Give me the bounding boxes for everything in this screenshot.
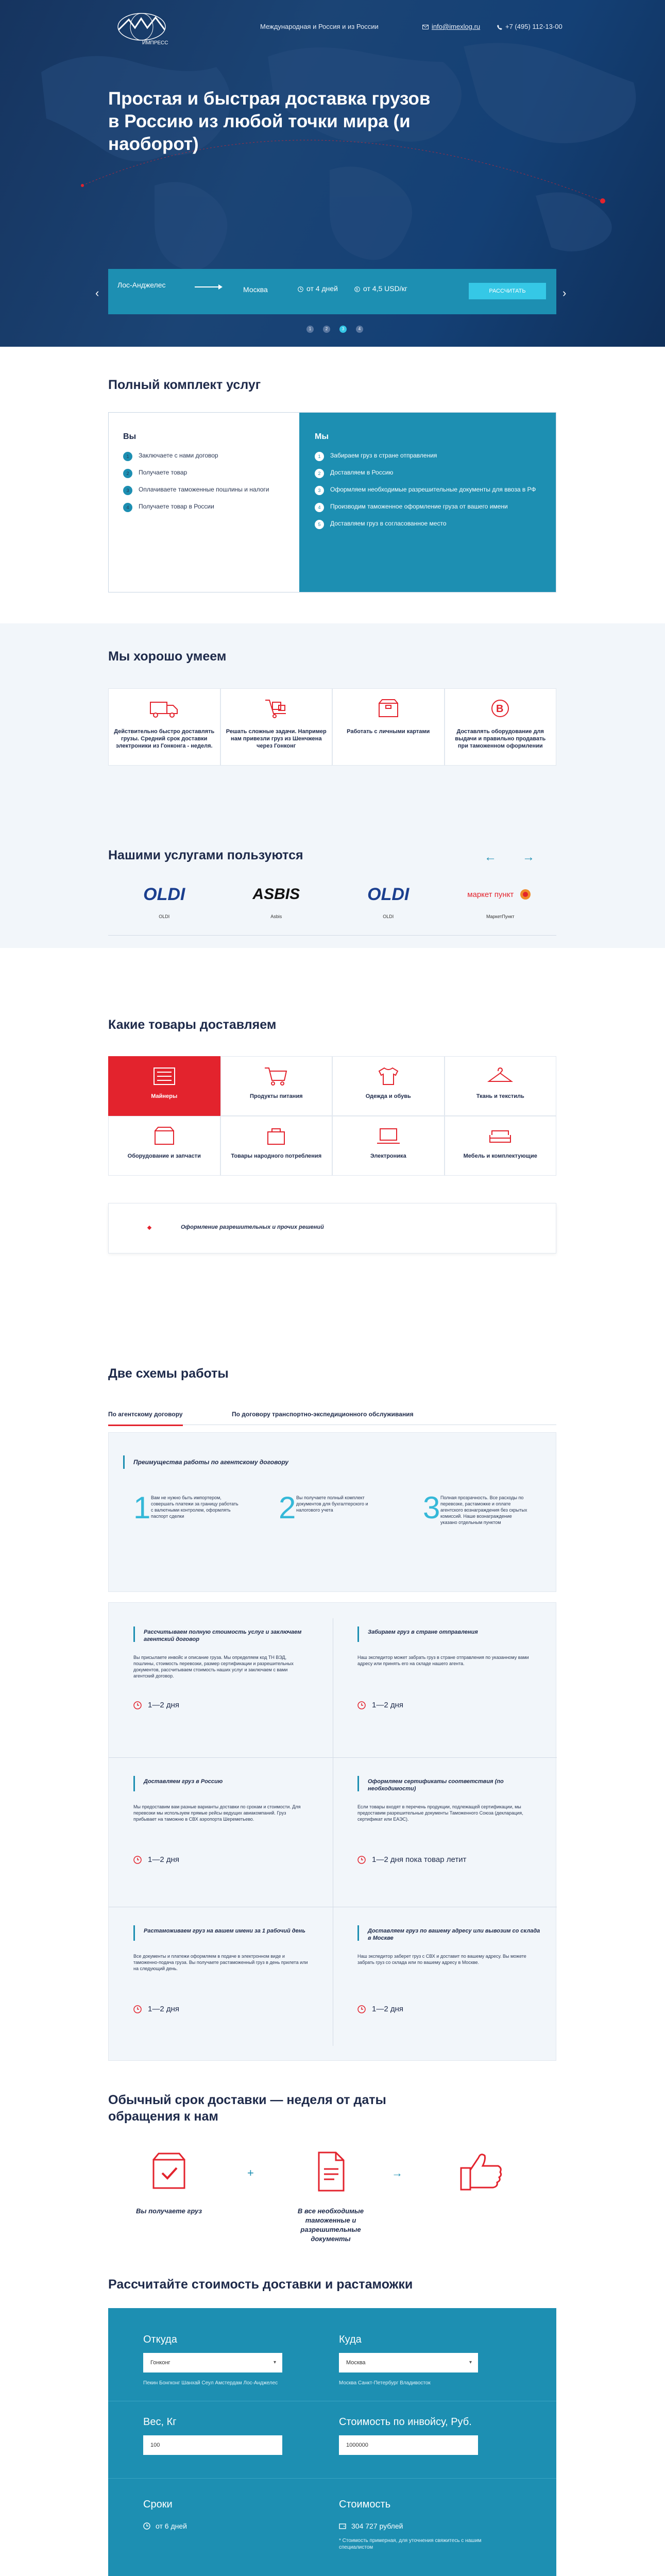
arrow-right-icon[interactable]: → bbox=[522, 850, 535, 864]
cart-icon bbox=[263, 1066, 289, 1087]
goods-label: Продукты питания bbox=[249, 1093, 303, 1099]
clock-icon bbox=[357, 2005, 366, 2013]
term-label: Сроки bbox=[143, 2499, 173, 2510]
route-from: Лос-Анджелес bbox=[117, 281, 166, 289]
step-number: 4 bbox=[123, 503, 132, 512]
phone-icon bbox=[497, 25, 502, 30]
skill-text: Решать сложные задачи. Например нам привезли груз из Шенчжена через Гонконг bbox=[226, 728, 327, 749]
services-you-title: Вы bbox=[123, 432, 137, 441]
goods-grid bbox=[108, 1056, 556, 1176]
list-item-text: Забираем груз в стране отправления bbox=[330, 452, 437, 459]
top-phone[interactable] bbox=[497, 23, 562, 30]
sofa-icon bbox=[487, 1126, 514, 1146]
client-item[interactable] bbox=[108, 881, 220, 919]
client-item[interactable] bbox=[332, 881, 445, 919]
calc-section bbox=[0, 2277, 665, 2576]
miner-icon bbox=[151, 1066, 178, 1087]
clock-icon bbox=[133, 1856, 142, 1864]
clock-icon bbox=[133, 1701, 142, 1709]
services-title: Полный комплект услуг bbox=[108, 378, 261, 392]
step-time-text: 1—2 дня bbox=[372, 1701, 404, 1709]
schemes-title: Две схемы работы bbox=[108, 1366, 229, 1381]
route-price bbox=[354, 284, 407, 293]
weight-input[interactable] bbox=[143, 2435, 282, 2455]
from-field bbox=[143, 2334, 298, 2386]
client-logo: ASBIS bbox=[252, 886, 300, 903]
box-icon bbox=[377, 698, 400, 719]
step-time-text: 1—2 дня bbox=[372, 2005, 404, 2013]
slider-dot[interactable]: 1 bbox=[306, 326, 314, 333]
skill-card bbox=[332, 688, 445, 766]
calc-route-button[interactable]: РАССЧИТАТЬ bbox=[469, 283, 546, 299]
list-item bbox=[123, 503, 285, 512]
skill-text: Действительно быстро доставлять грузы. Средний срок доставки электроники из Гонконга - неделя. bbox=[114, 728, 215, 749]
list-item-text: Заключаете с нами договор bbox=[139, 452, 218, 459]
goods-label: Оборудование и запчасти bbox=[127, 1153, 201, 1159]
clock-icon bbox=[143, 2522, 150, 2530]
goods-item-furniture[interactable] bbox=[445, 1116, 557, 1176]
to-label: Куда bbox=[339, 2334, 362, 2345]
from-options-text: Пекин Бонгконг Шанхай Сеул Амстердам Лос-Анджелес bbox=[143, 2380, 278, 2386]
advantages-box bbox=[108, 1432, 556, 1592]
plus-icon: + bbox=[247, 2166, 254, 2179]
step-description: Наш экспедитор заберет груз с СВХ и доставит по вашему адресу. Вы можете забрать груз со склада или по вашему адресу в Москве. bbox=[357, 1954, 526, 1965]
invoice-field bbox=[339, 2416, 478, 2455]
clock-icon bbox=[357, 1701, 366, 1709]
period-section bbox=[0, 2092, 665, 2257]
step-description: Если товары входят в перечень продукции, подлежащей сертификации, мы предоставим разрешительные документы Таможенного Союза (декларация, сертификат или ЕАЭС). bbox=[357, 1804, 523, 1822]
route-price-text: от 4,5 USD/кг bbox=[363, 284, 407, 293]
hanger-icon bbox=[487, 1066, 514, 1087]
route-arrow-icon bbox=[195, 286, 221, 287]
period-step bbox=[284, 2148, 377, 2244]
slider-dot[interactable]: 2 bbox=[323, 326, 330, 333]
divider bbox=[109, 1757, 557, 1758]
price-icon bbox=[354, 286, 360, 292]
schemes-section bbox=[0, 1329, 665, 2050]
step-time bbox=[357, 2005, 403, 2013]
skills-section bbox=[0, 623, 665, 948]
step-time bbox=[357, 1701, 403, 1709]
slider-next-icon[interactable]: › bbox=[562, 286, 567, 299]
box-check-icon bbox=[146, 2148, 192, 2195]
step-number: 5 bbox=[315, 520, 324, 529]
weight-field bbox=[143, 2416, 282, 2455]
top-bar bbox=[0, 0, 665, 52]
services-box bbox=[108, 412, 556, 592]
bitcoin-icon bbox=[489, 698, 511, 719]
to-select[interactable] bbox=[339, 2353, 478, 2372]
chevron-down-icon: ▾ bbox=[469, 2360, 472, 2365]
schemes-tabs bbox=[108, 1405, 556, 1425]
slider-dot[interactable]: 4 bbox=[356, 326, 363, 333]
svg-text:$: $ bbox=[356, 287, 358, 292]
handcart-icon bbox=[263, 698, 289, 719]
skill-card bbox=[108, 688, 220, 766]
goods-item-clothes[interactable] bbox=[332, 1056, 445, 1116]
to-options-text: Москва Санкт-Петербург Владивосток bbox=[339, 2380, 431, 2386]
laptop-icon bbox=[375, 1126, 402, 1146]
advantage-text: Вам не нужно быть импортером, совершать платежи за границу работать с валютными контролем, оформлять паспорт сделки bbox=[151, 1495, 238, 1519]
list-item-text: Получаете товар bbox=[139, 469, 187, 476]
logo-icon[interactable] bbox=[108, 7, 175, 48]
slider-dot-active[interactable]: 3 bbox=[339, 326, 347, 333]
goods-item-consumer[interactable] bbox=[220, 1116, 333, 1176]
cost-note: * Стоимость примерная, для уточнения свяжитесь с нашим специалистом bbox=[339, 2538, 482, 2550]
divider bbox=[108, 935, 556, 936]
goods-item-equipment[interactable] bbox=[108, 1116, 220, 1176]
period-step-caption: В все необходимые таможенные и разрешительные документы bbox=[297, 2207, 364, 2243]
clients-list bbox=[108, 881, 556, 919]
mail-icon bbox=[422, 25, 429, 29]
tshirt-icon bbox=[375, 1066, 402, 1087]
divider bbox=[108, 2478, 556, 2479]
weight-label: Вес, Кг bbox=[143, 2416, 177, 2428]
clock-icon bbox=[357, 1856, 366, 1864]
list-item-text: Доставляем груз в согласованное место bbox=[330, 520, 447, 527]
step-card bbox=[133, 1927, 319, 2046]
list-item bbox=[315, 486, 540, 495]
skill-card bbox=[220, 688, 333, 766]
step-time bbox=[357, 1855, 466, 1864]
client-item[interactable] bbox=[220, 881, 333, 919]
step-title: Рассчитываем полную стоимость услуг и заключаем агентский договор bbox=[133, 1629, 319, 1643]
client-logo: маркет пункт bbox=[467, 890, 514, 899]
step-card bbox=[133, 1778, 319, 1896]
route-slide bbox=[108, 269, 556, 314]
goods-label: Майнеры bbox=[151, 1093, 178, 1099]
advantage-number: 2 bbox=[279, 1490, 296, 1525]
step-description: Вы присылаете инвойс и описание груза. Мы определяем код ТН ВЭД, пошлины, стоимость перевозки, размер сертификации и разрешительных документов, рассчитываем стоимость наших услуг и заключаем с вами агентский договор. bbox=[133, 1655, 294, 1679]
list-item bbox=[315, 452, 540, 461]
advantage-number: 3 bbox=[423, 1490, 440, 1525]
advantage-text: Полная прозрачность. Все расходы по перевозке, растаможке и оплате агентского вознаграждения без скрытых комиссий. Наше вознаграждение указано отдельным пунктом bbox=[440, 1495, 527, 1525]
client-logo: OLDI bbox=[367, 884, 410, 904]
calc-title: Рассчитайте стоимость доставки и растаможки bbox=[108, 2277, 413, 2292]
step-description: Наш экспедитор может забрать груз в стране отправления по указанному вами адресу или принять его на складе нашего агента. bbox=[357, 1655, 529, 1666]
goods-item-textile[interactable] bbox=[445, 1056, 557, 1116]
thumbs-up-icon bbox=[456, 2148, 507, 2195]
step-number: 1 bbox=[315, 452, 324, 461]
step-number: 3 bbox=[315, 486, 324, 495]
goods-label: Электроника bbox=[370, 1153, 406, 1159]
advantage-text: Вы получаете полный комплект документов для бухгалтерского и налогового учета bbox=[296, 1495, 368, 1513]
box-icon bbox=[151, 1126, 178, 1146]
sun-icon bbox=[518, 887, 533, 902]
step-number: 2 bbox=[315, 469, 324, 478]
period-step-caption: Вы получаете груз bbox=[136, 2207, 202, 2215]
step-card bbox=[357, 1629, 543, 1747]
list-item bbox=[123, 469, 285, 478]
services-you-column bbox=[109, 413, 299, 592]
goods-note bbox=[108, 1203, 556, 1253]
step-card bbox=[133, 1629, 319, 1747]
step-time bbox=[133, 1855, 179, 1864]
arrow-right-icon: → bbox=[391, 2166, 403, 2179]
slider-prev-icon[interactable]: ‹ bbox=[95, 286, 99, 299]
cost-field bbox=[339, 2499, 493, 2551]
step-title: Оформляем сертификаты соответствия (по необходимости) bbox=[357, 1778, 543, 1792]
list-item bbox=[123, 486, 285, 495]
cost-label: Стоимость bbox=[339, 2499, 391, 2510]
step-title: Растаможиваем груз на вашем имени за 1 рабочий день bbox=[133, 1927, 305, 1935]
step-time-text: 1—2 дня bbox=[148, 1701, 180, 1709]
period-step bbox=[123, 2148, 215, 2216]
step-card bbox=[357, 1927, 543, 2046]
client-caption: OLDI bbox=[383, 914, 394, 919]
skill-card bbox=[445, 688, 557, 766]
cost-value-text: 304 727 рублей bbox=[351, 2522, 403, 2530]
step-title: Забираем груз в стране отправления bbox=[357, 1629, 478, 1636]
term-field bbox=[143, 2499, 187, 2530]
calc-form bbox=[108, 2308, 556, 2576]
diamond-icon bbox=[147, 1226, 151, 1230]
step-time bbox=[133, 1701, 179, 1709]
goods-note-text: Оформление разрешительных и прочих решений bbox=[181, 1224, 324, 1230]
from-select[interactable] bbox=[143, 2353, 282, 2372]
steps-box bbox=[108, 1602, 556, 2061]
slider-dots bbox=[306, 326, 363, 333]
goods-label: Одежда и обувь bbox=[365, 1093, 411, 1099]
goods-item-electronics[interactable] bbox=[332, 1116, 445, 1176]
route-time bbox=[298, 284, 338, 293]
list-item-text: Получаете товар в России bbox=[139, 503, 214, 510]
clock-icon bbox=[133, 2005, 142, 2013]
invoice-input[interactable] bbox=[339, 2435, 478, 2455]
svg-text:ИМПРЕСС: ИМПРЕСС bbox=[142, 40, 168, 46]
skill-text: Работать с личными картами bbox=[347, 728, 430, 735]
goods-section bbox=[0, 979, 665, 1324]
list-item-text: Доставляем в Россию bbox=[330, 469, 394, 476]
step-card bbox=[357, 1778, 543, 1896]
term-value-text: от 6 дней bbox=[156, 2522, 187, 2530]
route-time-text: от 4 дней bbox=[306, 284, 338, 293]
step-number: 3 bbox=[123, 486, 132, 495]
list-item bbox=[315, 469, 540, 478]
skills-grid bbox=[108, 688, 556, 766]
step-description: Все документы и платежи оформляем в подаче в электронном виде и таможенно-подача груза. Вы получаете растаможенный груз в день прилета или на следующий день. bbox=[133, 1954, 308, 1971]
from-label: Откуда bbox=[143, 2334, 177, 2345]
step-number: 4 bbox=[315, 503, 324, 512]
goods-title: Какие товары доставляем bbox=[108, 1018, 277, 1032]
to-value: Москва bbox=[346, 2360, 366, 2366]
from-value: Гонконг bbox=[150, 2360, 170, 2366]
arrow-left-icon[interactable]: ← bbox=[484, 850, 497, 864]
wallet-icon bbox=[339, 2522, 346, 2530]
bag-icon bbox=[263, 1126, 289, 1146]
top-phone-text: +7 (495) 112-13-00 bbox=[505, 23, 562, 30]
top-nav-text[interactable]: Международная и Россия и из России bbox=[260, 23, 379, 30]
svg-text:B: B bbox=[496, 703, 504, 715]
chevron-down-icon: ▾ bbox=[273, 2360, 276, 2365]
goods-label: Мебель и комплектующие bbox=[463, 1153, 537, 1159]
step-number: 2 bbox=[123, 469, 132, 478]
list-item-text: Оформляем необходимые разрешительные документы для ввоза в РФ bbox=[330, 486, 536, 493]
step-time-text: 1—2 дня пока товар летит bbox=[372, 1855, 467, 1864]
client-item[interactable] bbox=[445, 881, 557, 919]
list-item-text: Производим таможенное оформление груза от вашего имени bbox=[330, 503, 508, 510]
skills-title: Мы хорошо умеем bbox=[108, 649, 227, 664]
list-item bbox=[123, 452, 285, 461]
document-icon bbox=[308, 2148, 354, 2195]
invoice-value: 1000000 bbox=[346, 2442, 368, 2448]
term-value bbox=[143, 2522, 187, 2530]
route-to: Москва bbox=[243, 285, 268, 294]
list-item-text: Оплачиваете таможенные пошлины и налоги bbox=[139, 486, 269, 493]
to-field bbox=[339, 2334, 493, 2386]
tab-agent[interactable]: По агентскому договору bbox=[108, 1411, 183, 1426]
top-email-link[interactable] bbox=[422, 23, 480, 30]
client-caption: OLDI bbox=[159, 914, 170, 919]
clients-nav bbox=[484, 850, 535, 865]
step-time-text: 1—2 дня bbox=[148, 2005, 180, 2013]
tab-transport[interactable]: По договору транспортно-экспедиционного обслуживания bbox=[232, 1411, 414, 1418]
period-step bbox=[435, 2148, 528, 2207]
clock-icon bbox=[298, 286, 303, 292]
goods-item-food[interactable] bbox=[220, 1056, 333, 1116]
cost-value bbox=[339, 2522, 493, 2530]
period-title: Обычный срок доставки — неделя от даты обращения к нам bbox=[108, 2093, 386, 2124]
list-item bbox=[315, 503, 540, 512]
advantage-number: 1 bbox=[133, 1490, 151, 1525]
list-item bbox=[315, 520, 540, 529]
truck-icon bbox=[149, 698, 179, 719]
step-time bbox=[133, 2005, 179, 2013]
services-we-column bbox=[299, 413, 556, 592]
goods-label: Ткань и текстиль bbox=[476, 1093, 524, 1099]
client-caption: Asbis bbox=[270, 914, 282, 919]
top-email-text: info@imexlog.ru bbox=[432, 23, 481, 30]
skill-text: Доставлять оборудование для выдачи и правильно продавать при таможенном оформлении bbox=[455, 728, 546, 749]
step-title: Доставляем груз по вашему адресу или вывозим со склада в Москве bbox=[357, 1927, 543, 1942]
goods-item-miners[interactable] bbox=[108, 1056, 220, 1116]
hero-headline: Простая и быстрая доставка грузов в Россию из любой точки мира (и наоборот) bbox=[108, 89, 431, 154]
goods-label: Товары народного потребления bbox=[231, 1153, 322, 1159]
clients-title: Нашими услугами пользуются bbox=[108, 848, 303, 862]
step-description: Мы предоставим вам разные варианты доставки по срокам и стоимости. Для перевозки мы используем прямые рейсы ведущих авиакомпаний. Груз прибывает на таможню в СВХ аэропорта Шереметьево. bbox=[133, 1804, 301, 1822]
step-number: 1 bbox=[123, 452, 132, 461]
hero bbox=[0, 0, 665, 347]
advantages-title: Преимущества работы по агентскому договору bbox=[133, 1459, 289, 1466]
invoice-label: Стоимость по инвойсу, Руб. bbox=[339, 2416, 472, 2428]
client-caption: МаркетПункт bbox=[486, 914, 515, 919]
step-title: Доставляем груз в Россию bbox=[133, 1778, 223, 1785]
client-logo: OLDI bbox=[143, 884, 185, 904]
weight-value: 100 bbox=[150, 2442, 160, 2448]
step-time-text: 1—2 дня bbox=[148, 1855, 180, 1864]
services-we-title: Мы bbox=[315, 432, 329, 441]
